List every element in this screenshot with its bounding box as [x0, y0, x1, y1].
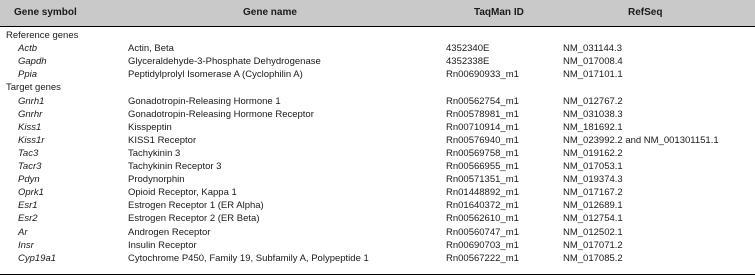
taqman-id-cell: Rn00569758_m1	[446, 147, 519, 159]
section-label: Reference genes	[6, 30, 79, 41]
gene-symbol-cell: Cyp19a1	[18, 252, 57, 264]
gene-symbol-cell: Tacr3	[18, 161, 42, 172]
gene-name-cell: Glyceraldehyde-3-Phosphate Dehydrogenase	[128, 56, 321, 68]
refseq-cell: NM_017008.4	[563, 56, 623, 68]
taqman-id-cell: Rn00571351_m1	[446, 174, 519, 186]
header-rule	[0, 26, 755, 27]
gene-name-cell: Insulin Receptor	[128, 239, 197, 251]
header-gene-symbol: Gene symbol	[14, 7, 77, 18]
table-row	[0, 42, 755, 55]
refseq-cell: NM_181692.1	[563, 121, 623, 133]
gene-symbol-cell: Esr1	[18, 200, 38, 212]
refseq-cell: NM_023992.2 and NM_001301151.1	[563, 134, 719, 146]
table-row	[0, 108, 755, 121]
table-row	[0, 160, 755, 173]
taqman-id-cell: Rn00562754_m1	[446, 95, 519, 107]
refseq-cell: NM_012689.1	[563, 200, 623, 212]
table-row	[0, 95, 755, 108]
table-row	[0, 173, 755, 186]
table-row	[0, 199, 755, 212]
gene-name-cell: Gonadotropin-Releasing Hormone 1	[128, 95, 281, 107]
refseq-cell: NM_031038.3	[563, 108, 623, 120]
refseq-cell: NM_031144.3	[563, 43, 622, 55]
taqman-id-cell: Rn00578981_m1	[446, 108, 519, 120]
gene-name-cell: Tachykinin Receptor 3	[128, 161, 222, 172]
table-row	[0, 68, 755, 81]
refseq-cell: NM_019374.3	[563, 174, 623, 186]
refseq-cell: NM_017167.2	[563, 187, 623, 199]
section-label: Target genes	[6, 82, 61, 94]
table-row	[0, 134, 755, 147]
table-row	[0, 55, 755, 68]
table-row	[0, 212, 755, 225]
gene-name-cell: Actin, Beta	[128, 43, 174, 55]
gene-symbol-cell: Ppia	[18, 69, 38, 81]
taqman-id-cell: Rn01640372_m1	[446, 200, 519, 212]
taqman-id-cell: Rn00690703_m1	[446, 239, 519, 251]
bottom-rule	[0, 274, 755, 275]
refseq-cell: NM_012502.1	[563, 226, 623, 238]
taqman-id-cell: Rn00710914_m1	[446, 121, 519, 133]
table-row	[0, 186, 755, 199]
gene-symbol-cell: Esr2	[18, 213, 38, 225]
gene-symbol-cell: Tac3	[18, 147, 39, 159]
taqman-id-cell: 4352340E	[446, 43, 490, 55]
gene-name-cell: Estrogen Receptor 1 (ER Alpha)	[128, 200, 264, 212]
refseq-cell: NM_012754.1	[563, 213, 623, 225]
gene-name-cell: Prodynorphin	[128, 174, 185, 186]
header-refseq: RefSeq	[628, 7, 663, 18]
table-row	[0, 252, 755, 265]
gene-name-cell: Peptidylprolyl Isomerase A (Cyclophilin A)	[128, 69, 303, 81]
gene-symbol-cell: Gapdh	[18, 56, 47, 68]
header-taqman-id: TaqMan ID	[474, 7, 524, 18]
gene-name-cell: Opioid Receptor, Kappa 1	[128, 187, 237, 199]
refseq-cell: NM_017053.1	[563, 161, 623, 172]
gene-symbol-cell: Ar	[18, 226, 28, 238]
refseq-cell: NM_017101.1	[563, 69, 623, 81]
gene-name-cell: Cytochrome P450, Family 19, Subfamily A, Polypeptide 1	[128, 252, 369, 264]
gene-symbol-cell: Oprk1	[18, 187, 44, 199]
gene-name-cell: KISS1 Receptor	[128, 134, 197, 146]
gene-name-cell: Kisspeptin	[128, 121, 172, 133]
gene-symbol-cell: Kiss1	[18, 121, 42, 133]
taqman-id-cell: 4352338E	[446, 56, 490, 68]
gene-name-cell: Androgen Receptor	[128, 226, 211, 238]
taqman-id-cell: Rn00690933_m1	[446, 69, 519, 81]
refseq-cell: NM_012767.2	[563, 95, 623, 107]
gene-symbol-cell: Actb	[18, 43, 38, 55]
refseq-cell: NM_019162.2	[563, 147, 623, 159]
gene-name-cell: Estrogen Receptor 2 (ER Beta)	[128, 213, 260, 225]
gene-symbol-cell: Pdyn	[18, 174, 40, 186]
refseq-cell: NM_017085.2	[563, 252, 623, 264]
table-row	[0, 226, 755, 239]
table-header	[0, 0, 755, 26]
taqman-id-cell: Rn00576940_m1	[446, 134, 519, 146]
gene-name-cell: Gonadotropin-Releasing Hormone Receptor	[128, 108, 314, 120]
table-row	[0, 239, 755, 252]
gene-name-cell: Tachykinin 3	[128, 147, 181, 159]
taqman-id-cell: Rn00566955_m1	[446, 161, 519, 172]
taqman-id-cell: Rn00567222_m1	[446, 252, 519, 264]
taqman-id-cell: Rn00562610_m1	[446, 213, 519, 225]
refseq-cell: NM_017071.2	[563, 239, 623, 251]
table-row	[0, 147, 755, 160]
taqman-id-cell: Rn01448892_m1	[446, 187, 519, 199]
gene-symbol-cell: Gnrh1	[18, 95, 45, 107]
gene-symbol-cell: Kiss1r	[18, 134, 45, 146]
gene-symbol-cell: Gnrhr	[18, 108, 43, 120]
gene-symbol-cell: Insr	[18, 239, 34, 251]
taqman-id-cell: Rn00560747_m1	[446, 226, 519, 238]
header-gene-name: Gene name	[243, 7, 297, 18]
table-row	[0, 121, 755, 134]
